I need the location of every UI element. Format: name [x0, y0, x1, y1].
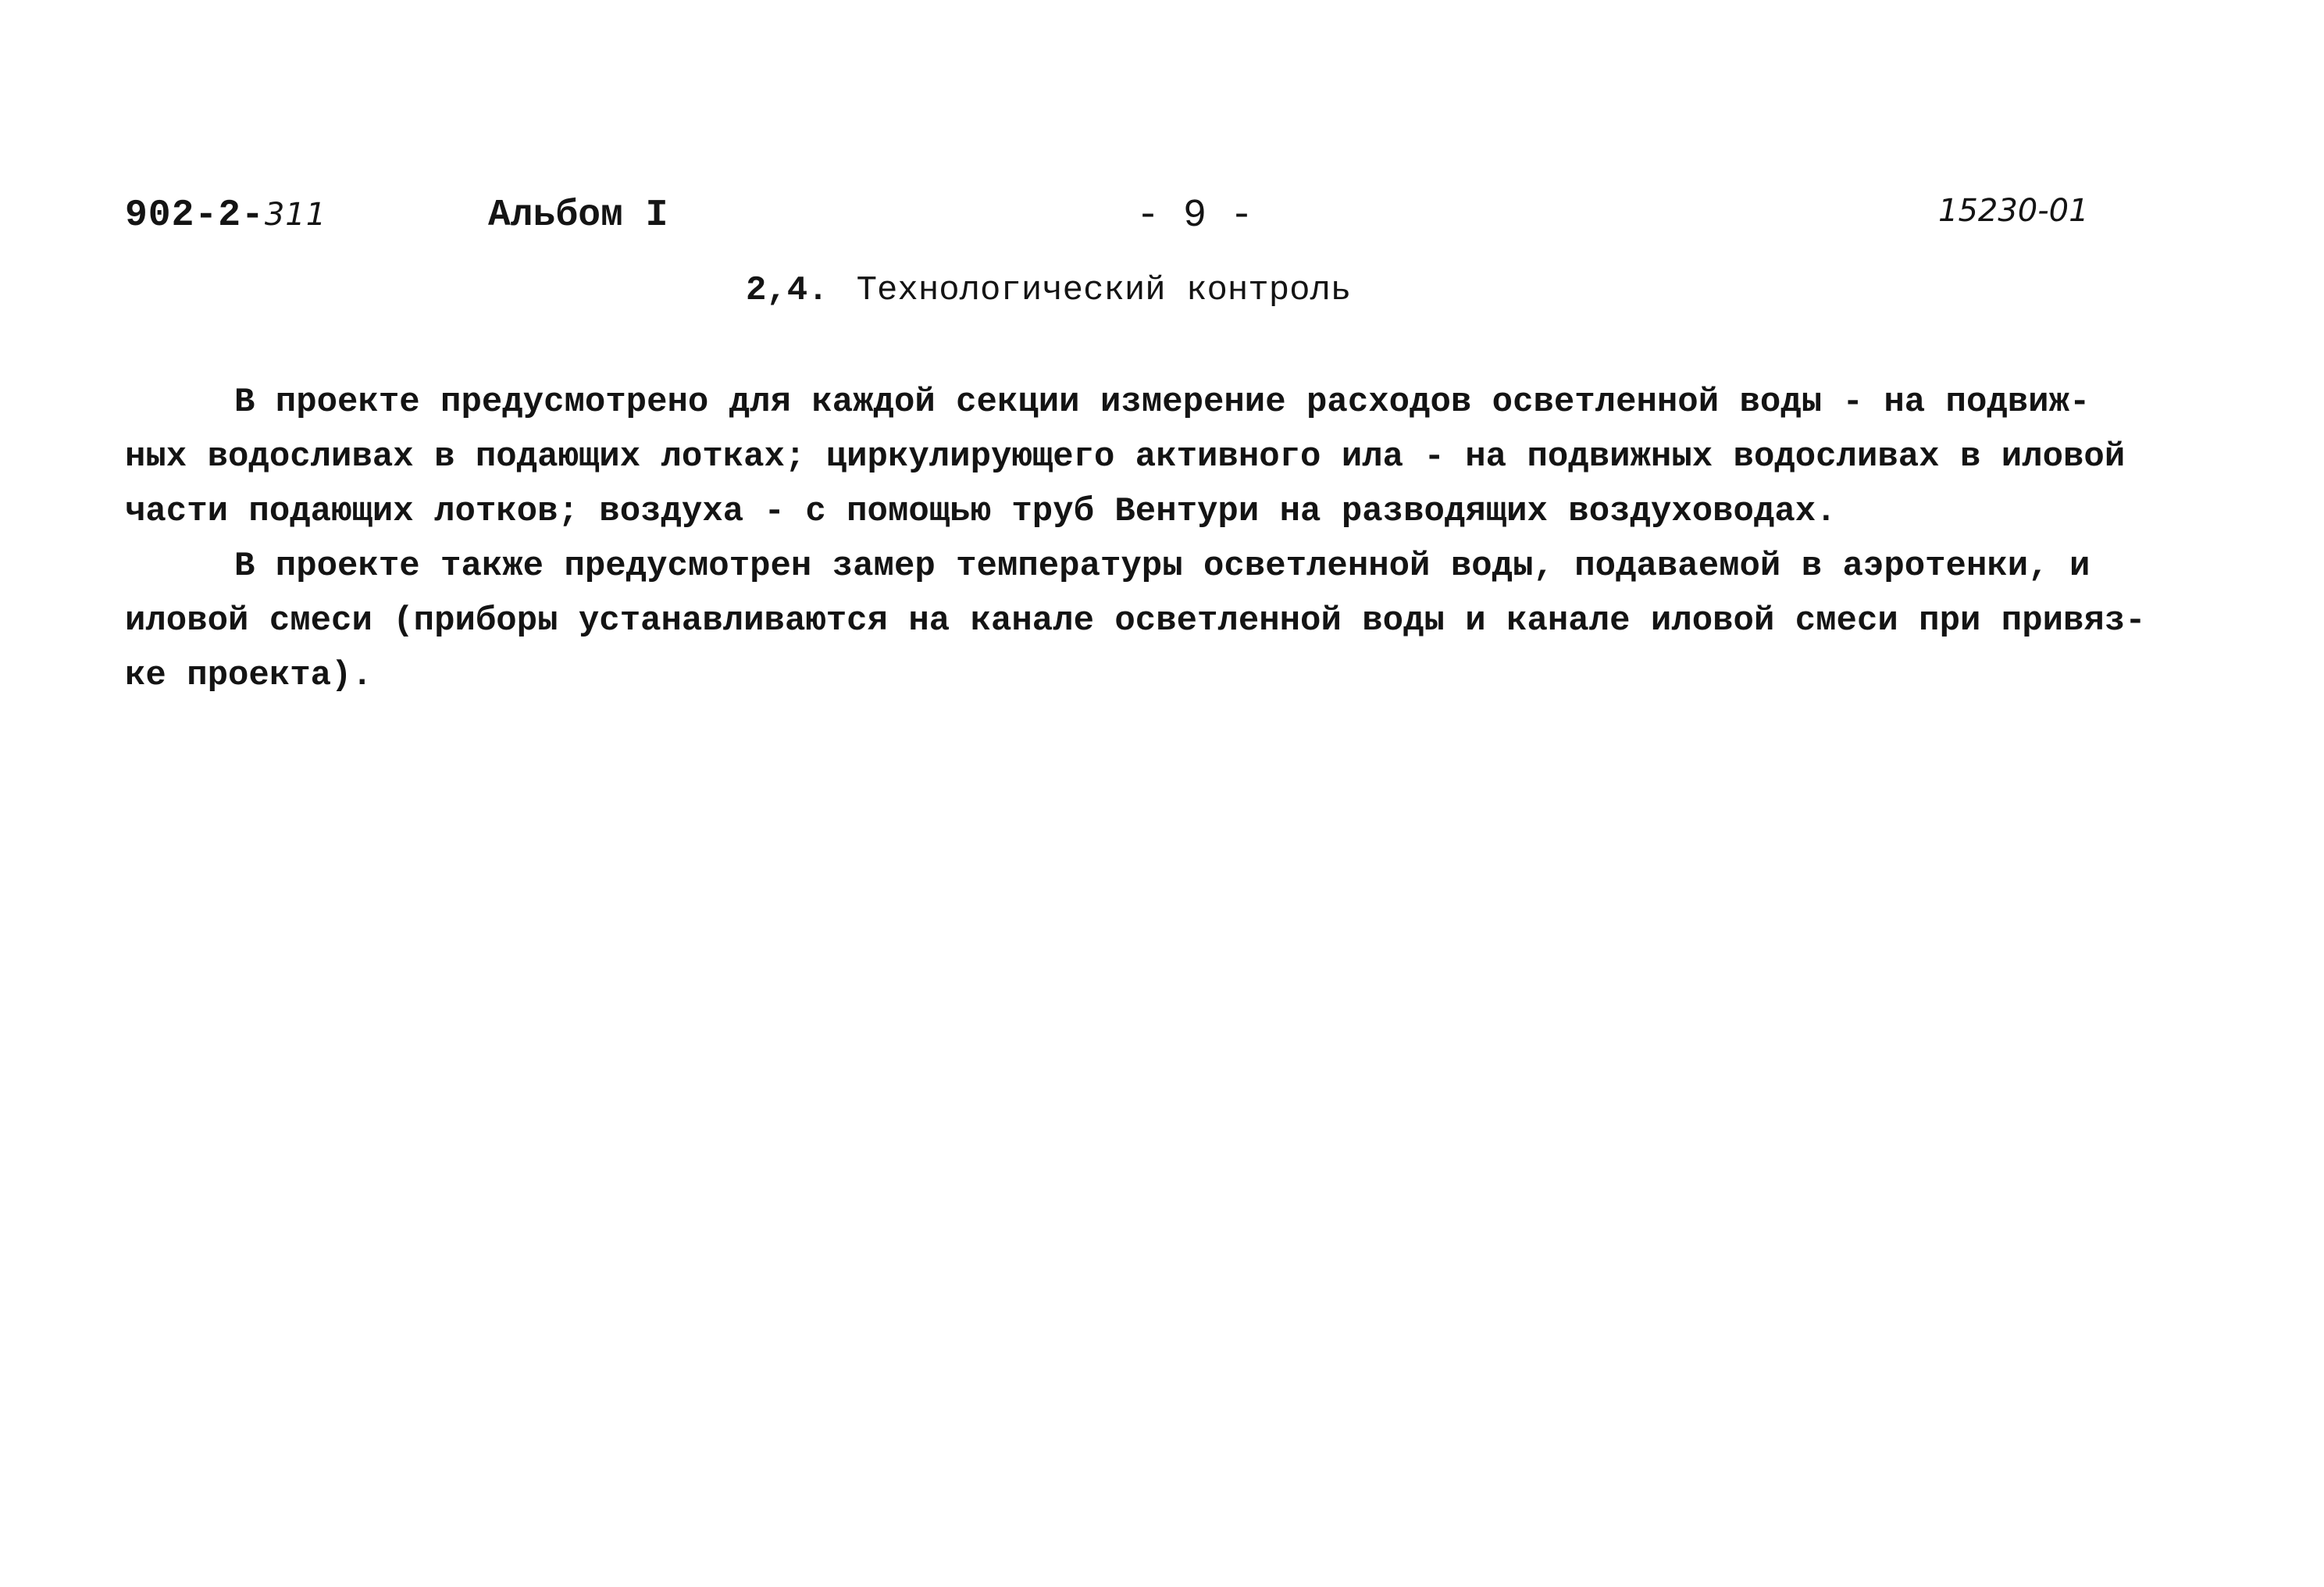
paragraph-line: В проекте также предусмотрен замер температуры осветленной воды, подаваемой в аэротенки, и: [234, 547, 2091, 586]
document-code-handwritten: 311: [264, 197, 327, 233]
body-text: [125, 375, 2233, 703]
paragraph-line: ке проекта).: [125, 656, 372, 695]
page-number: - 9 -: [1136, 194, 1254, 238]
sheet-code: 15230-01: [1938, 193, 2089, 229]
section-number: 2,4.: [746, 271, 829, 310]
paragraph: [125, 375, 2233, 539]
paragraph: [125, 539, 2233, 703]
document-code: [125, 194, 327, 237]
paragraph-line: части подающих лотков; воздуха - с помощью труб Вентури на разводящих воздуховодах.: [125, 492, 1837, 531]
section-title: Технологический контроль: [856, 271, 1352, 310]
paragraph-line: ных водосливах в подающих лотках; циркулирующего активного ила - на подвижных водосливах в иловой: [125, 437, 2126, 476]
paragraph-line: В проекте предусмотрено для каждой секции измерение расходов осветленной воды - на подвиж-: [234, 383, 2091, 422]
paragraph-line: иловой смеси (приборы устанавливаются на канале осветленной воды и канале иловой смеси при привяз-: [125, 601, 2146, 640]
document-code-printed: 902-2-: [125, 194, 265, 237]
album-label: Альбом I: [488, 194, 668, 237]
section-heading: [746, 273, 1351, 308]
